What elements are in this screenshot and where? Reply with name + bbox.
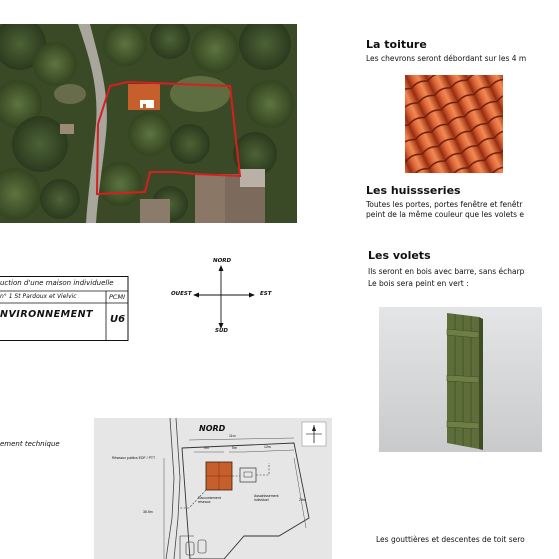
site-plan-dim-b: 5m	[232, 446, 237, 450]
shutter-render	[379, 307, 559, 452]
aerial-photo	[0, 24, 297, 223]
shutters-line2: Le bois sera peint en vert :	[368, 279, 469, 288]
roof-tile-sample	[405, 75, 503, 173]
joinery-title: Les huissseries	[366, 184, 461, 197]
compass-east: EST	[260, 291, 272, 297]
site-plan-note-center: Raccordement réseaux	[198, 496, 221, 504]
compass-west: OUEST	[171, 291, 192, 297]
site-plan-dim-top: 11m	[229, 434, 236, 438]
site-plan-dim-left: 36.5m	[143, 510, 153, 514]
site-plan-dim-right: 29m	[299, 498, 306, 502]
compass-arrows	[168, 258, 278, 338]
compass-rose	[168, 258, 278, 338]
joinery-line2: peint de la même couleur que les volets e	[366, 210, 525, 219]
title-block	[0, 276, 129, 342]
compass-south: SUD	[215, 328, 228, 334]
site-plan-dim-c: 12m	[264, 445, 271, 449]
site-plan-dim-a: 9m	[204, 446, 209, 450]
title-block-code: PCMI	[109, 293, 125, 301]
site-plan-note-left: Réseaux publics EDF / PTT	[112, 456, 156, 460]
site-plan-note-right: Assainissement individuel	[254, 494, 279, 502]
joinery-line1: Toutes les portes, portes fenêtre et fenêtr	[366, 200, 523, 209]
title-block-project: uction d'une maison individuelle	[0, 279, 114, 287]
left-note: ement technique	[0, 440, 60, 448]
site-plan-north: NORD	[199, 424, 226, 433]
roof-text: Les chevrons seront débordant sur les 4 m	[366, 54, 527, 63]
compass-north: NORD	[213, 258, 232, 264]
shutters-line1: Ils seront en bois avec barre, sans écharp	[368, 267, 525, 276]
title-block-number: U6	[110, 314, 126, 325]
site-plan-drawing	[94, 418, 332, 559]
site-plan	[94, 418, 332, 559]
roof-title: La toiture	[366, 38, 427, 51]
title-block-location: n° 1 St Pardoux et Vielvic	[0, 293, 77, 300]
gutters-text: Les gouttières et descentes de toit sero	[376, 535, 525, 544]
shutters-title: Les volets	[368, 249, 431, 262]
title-block-heading: NVIRONNEMENT	[0, 309, 93, 320]
